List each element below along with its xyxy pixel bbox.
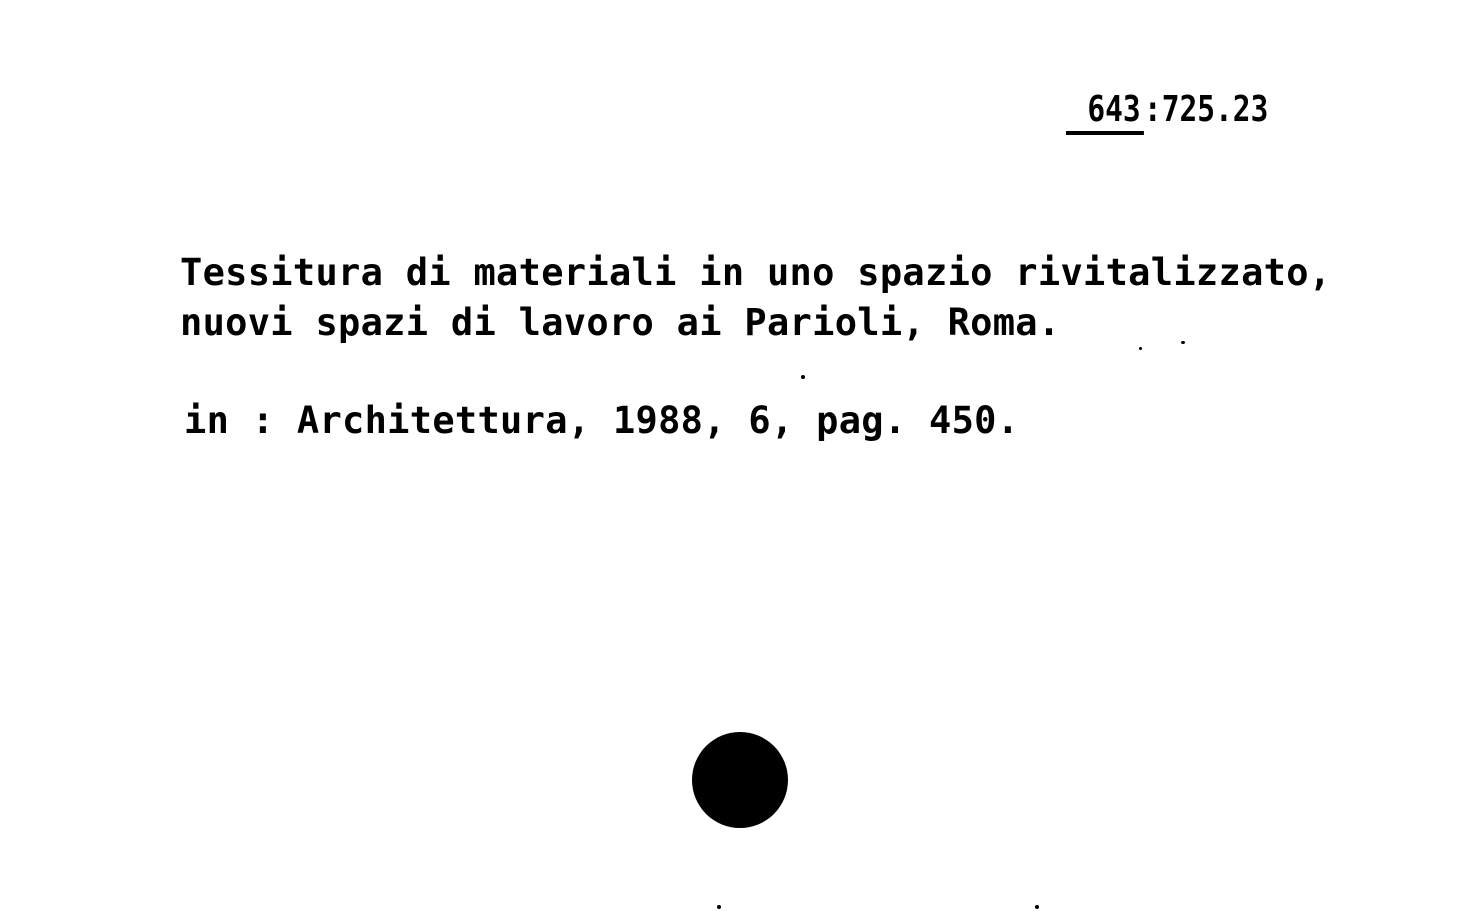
source-citation: in : Architettura, 1988, 6, pag. 450. bbox=[184, 399, 1020, 442]
ink-speck bbox=[1035, 905, 1039, 909]
ink-speck bbox=[1181, 341, 1185, 344]
ink-speck bbox=[1139, 347, 1142, 350]
title-block bbox=[180, 248, 1331, 348]
punch-hole bbox=[692, 732, 788, 828]
classification-separator: : bbox=[1143, 89, 1162, 130]
classification-main: 643 bbox=[1066, 92, 1144, 135]
ink-speck bbox=[717, 905, 721, 909]
ink-speck bbox=[801, 375, 805, 379]
title-line-1: Tessitura di materiali in uno spazio rivitalizzato, bbox=[180, 251, 1332, 294]
classification-number bbox=[1066, 89, 1269, 135]
classification-sub: 725.23 bbox=[1161, 89, 1269, 130]
title-line-2: nuovi spazi di lavoro ai Parioli, Roma. bbox=[180, 301, 1061, 344]
